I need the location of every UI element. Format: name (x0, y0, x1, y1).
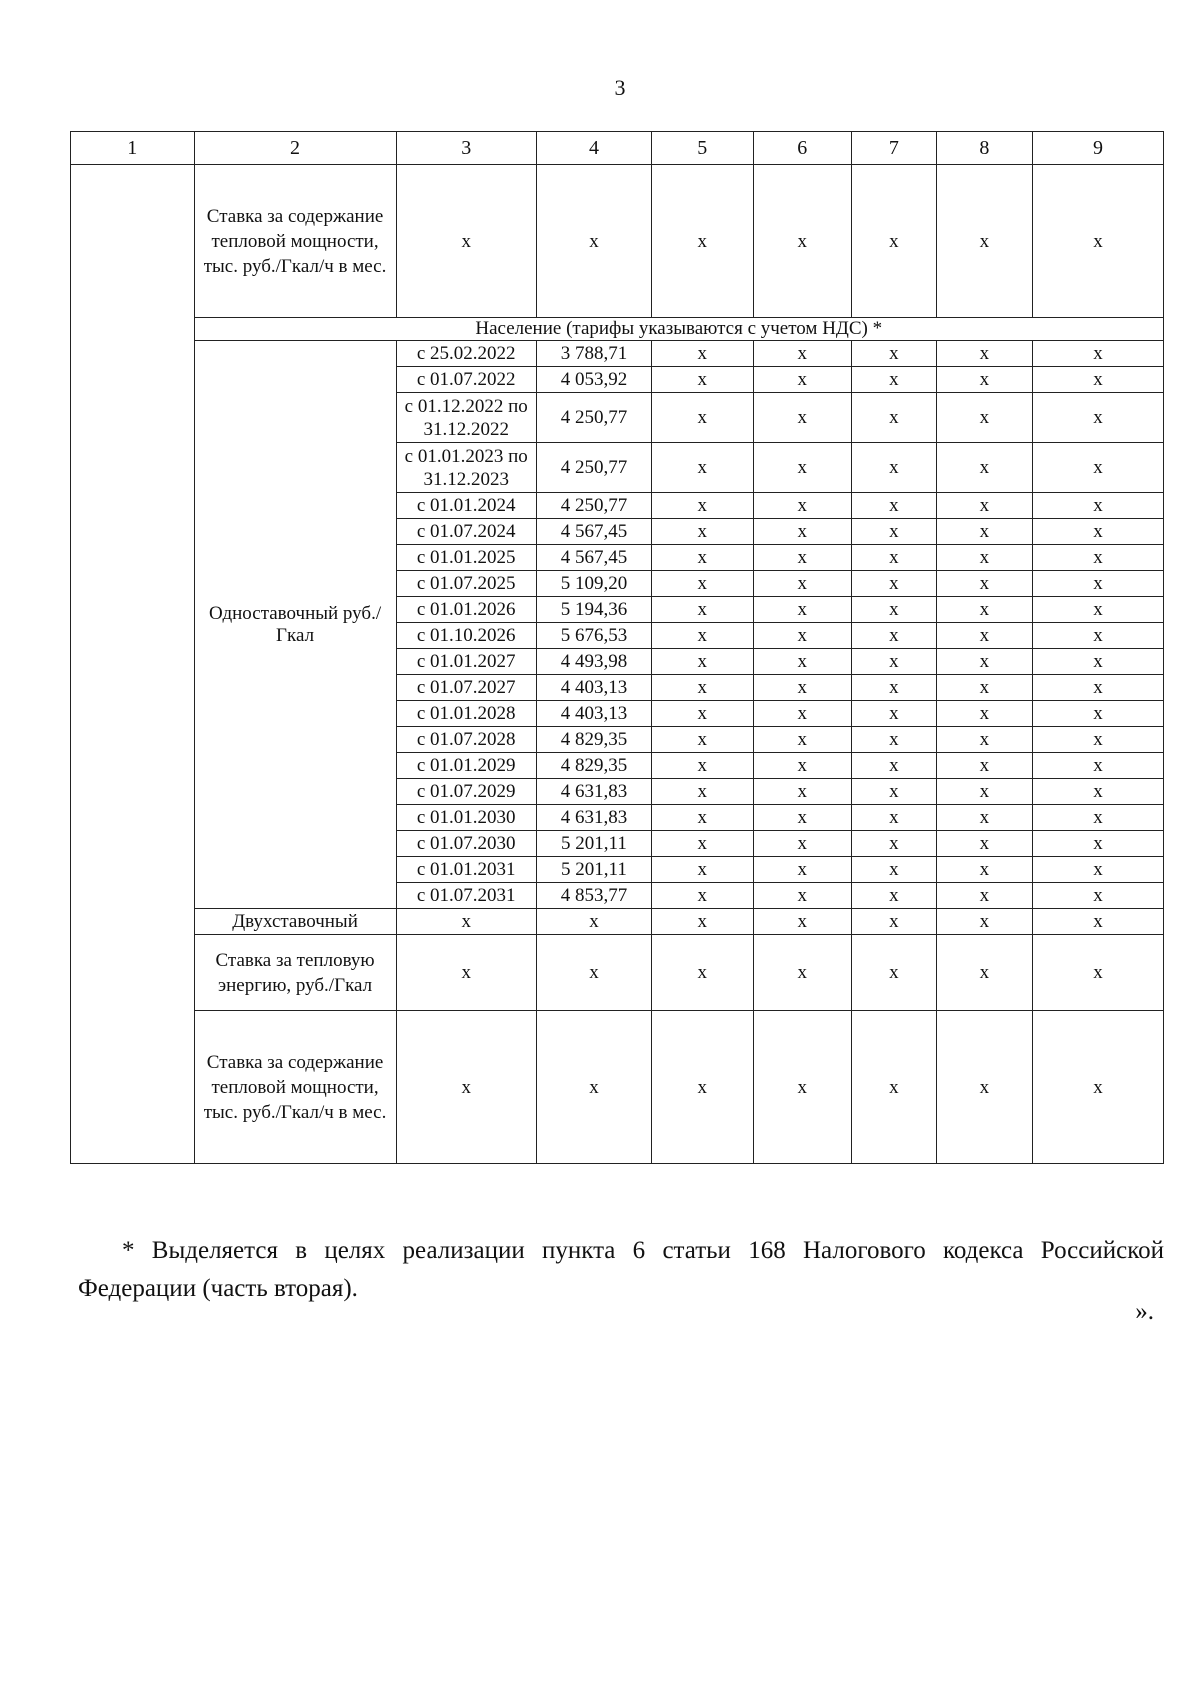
header-cell: 6 (753, 132, 851, 165)
x-cell: х (652, 753, 754, 779)
x-cell: х (936, 701, 1032, 727)
x-cell: х (652, 727, 754, 753)
x-cell: х (936, 857, 1032, 883)
tariff-value-cell: 5 676,53 (536, 623, 651, 649)
row-label: Ставка за содержание тепловой мощности, тыс. руб./Гкал/ч в мес. (194, 1011, 396, 1164)
date-cell: с 01.12.2022 по 31.12.2022 (396, 393, 536, 443)
row-label: Двухставочный (194, 909, 396, 935)
x-cell: х (851, 393, 936, 443)
x-cell: х (851, 493, 936, 519)
x-cell: х (652, 623, 754, 649)
date-cell: с 01.07.2022 (396, 367, 536, 393)
x-cell: х (753, 779, 851, 805)
x-cell: х (753, 1011, 851, 1164)
x-cell: х (753, 883, 851, 909)
x-cell: х (1033, 883, 1164, 909)
x-cell: х (1033, 545, 1164, 571)
x-cell: х (753, 909, 851, 935)
x-cell: х (1033, 909, 1164, 935)
closing-quote-mark: ». (1135, 1298, 1154, 1325)
x-cell: х (936, 367, 1032, 393)
tariff-value-cell: 3 788,71 (536, 341, 651, 367)
x-cell: х (1033, 367, 1164, 393)
x-cell: х (652, 883, 754, 909)
x-cell: х (652, 935, 754, 1011)
x-cell: х (652, 443, 754, 493)
date-cell: с 01.07.2025 (396, 571, 536, 597)
header-cell: 5 (652, 132, 754, 165)
x-cell: х (851, 831, 936, 857)
x-cell: х (652, 831, 754, 857)
x-cell: х (536, 909, 651, 935)
date-cell: с 01.07.2028 (396, 727, 536, 753)
section-title: Население (тарифы указываются с учетом НДС) * (194, 318, 1163, 341)
header-cell: 7 (851, 132, 936, 165)
tariff-value-cell: 4 493,98 (536, 649, 651, 675)
date-cell: с 01.07.2030 (396, 831, 536, 857)
date-cell: с 01.07.2029 (396, 779, 536, 805)
x-cell: х (1033, 165, 1164, 318)
x-cell: х (753, 649, 851, 675)
x-cell: х (936, 649, 1032, 675)
tariff-value-cell: 4 053,92 (536, 367, 651, 393)
x-cell: х (652, 649, 754, 675)
col1-empty-cell (71, 165, 195, 1164)
x-cell: х (1033, 571, 1164, 597)
x-cell: х (1033, 831, 1164, 857)
top-capacity-row (71, 165, 1164, 318)
x-cell: х (936, 935, 1032, 1011)
x-cell: х (936, 753, 1032, 779)
date-cell: с 01.01.2024 (396, 493, 536, 519)
x-cell: х (652, 805, 754, 831)
x-cell: х (851, 443, 936, 493)
page-number: 3 (614, 75, 626, 100)
x-cell: х (936, 571, 1032, 597)
header-cell: 9 (1033, 132, 1164, 165)
tariff-value-cell: 4 631,83 (536, 805, 651, 831)
x-cell: х (652, 1011, 754, 1164)
tariff-value-cell: 4 403,13 (536, 675, 651, 701)
x-cell: х (753, 831, 851, 857)
row-label: Ставка за содержание тепловой мощности, тыс. руб./Гкал/ч в мес. (194, 165, 396, 318)
tariff-value-cell: 4 631,83 (536, 779, 651, 805)
x-cell: х (1033, 805, 1164, 831)
x-cell: х (753, 493, 851, 519)
x-cell: х (753, 519, 851, 545)
x-cell: х (936, 779, 1032, 805)
x-cell: х (1033, 675, 1164, 701)
x-cell: х (936, 393, 1032, 443)
single-rate-row (71, 341, 1164, 367)
x-cell: х (936, 623, 1032, 649)
x-cell: х (851, 519, 936, 545)
x-cell: х (652, 367, 754, 393)
x-cell: х (753, 443, 851, 493)
energy-rate-row (71, 935, 1164, 1011)
x-cell: х (652, 545, 754, 571)
x-cell: х (652, 857, 754, 883)
x-cell: х (753, 701, 851, 727)
x-cell: х (851, 367, 936, 393)
x-cell: х (1033, 1011, 1164, 1164)
x-cell: х (1033, 493, 1164, 519)
x-cell: х (652, 341, 754, 367)
x-cell: х (652, 597, 754, 623)
x-cell: х (1033, 519, 1164, 545)
date-cell: с 01.07.2027 (396, 675, 536, 701)
x-cell: х (652, 519, 754, 545)
x-cell: х (753, 935, 851, 1011)
x-cell: х (936, 805, 1032, 831)
x-cell: х (652, 393, 754, 443)
section-title-row (71, 318, 1164, 341)
x-cell: х (936, 727, 1032, 753)
x-cell: х (851, 675, 936, 701)
x-cell: х (652, 675, 754, 701)
x-cell: х (851, 623, 936, 649)
x-cell: х (936, 519, 1032, 545)
x-cell: х (753, 805, 851, 831)
x-cell: х (851, 909, 936, 935)
date-cell: с 01.01.2027 (396, 649, 536, 675)
x-cell: х (536, 165, 651, 318)
x-cell: х (851, 341, 936, 367)
x-cell: х (851, 571, 936, 597)
x-cell: х (753, 623, 851, 649)
row-label: Ставка за тепловую энергию, руб./Гкал (194, 935, 396, 1011)
date-cell: с 01.01.2025 (396, 545, 536, 571)
x-cell: х (753, 753, 851, 779)
date-cell: с 01.07.2031 (396, 883, 536, 909)
tariff-value-cell: 4 829,35 (536, 727, 651, 753)
x-cell: х (851, 701, 936, 727)
header-cell: 2 (194, 132, 396, 165)
x-cell: х (1033, 393, 1164, 443)
x-cell: х (396, 165, 536, 318)
date-cell: с 01.01.2023 по 31.12.2023 (396, 443, 536, 493)
tariff-value-cell: 4 853,77 (536, 883, 651, 909)
x-cell: х (936, 883, 1032, 909)
tariff-value-cell: 4 829,35 (536, 753, 651, 779)
two-rate-row (71, 909, 1164, 935)
date-cell: с 01.01.2028 (396, 701, 536, 727)
x-cell: х (753, 341, 851, 367)
date-cell: с 01.01.2029 (396, 753, 536, 779)
tariff-table (70, 131, 1164, 1164)
date-cell: с 01.01.2026 (396, 597, 536, 623)
x-cell: х (851, 165, 936, 318)
x-cell: х (753, 675, 851, 701)
date-cell: с 01.01.2031 (396, 857, 536, 883)
x-cell: х (1033, 857, 1164, 883)
tariff-value-cell: 5 194,36 (536, 597, 651, 623)
tariff-value-cell: 5 201,11 (536, 831, 651, 857)
date-cell: с 01.07.2024 (396, 519, 536, 545)
x-cell: х (851, 649, 936, 675)
x-cell: х (851, 597, 936, 623)
x-cell: х (936, 165, 1032, 318)
x-cell: х (936, 545, 1032, 571)
x-cell: х (851, 753, 936, 779)
x-cell: х (753, 727, 851, 753)
x-cell: х (753, 545, 851, 571)
x-cell: х (851, 545, 936, 571)
tariff-value-cell: 4 250,77 (536, 493, 651, 519)
tariff-value-cell: 4 250,77 (536, 393, 651, 443)
header-cell: 3 (396, 132, 536, 165)
x-cell: х (1033, 779, 1164, 805)
x-cell: х (851, 883, 936, 909)
x-cell: х (851, 935, 936, 1011)
tariff-value-cell: 5 109,20 (536, 571, 651, 597)
x-cell: х (396, 1011, 536, 1164)
header-cell: 4 (536, 132, 651, 165)
header-cell: 1 (71, 132, 195, 165)
x-cell: х (396, 935, 536, 1011)
x-cell: х (396, 909, 536, 935)
tariff-value-cell: 4 567,45 (536, 519, 651, 545)
x-cell: х (753, 597, 851, 623)
x-cell: х (851, 857, 936, 883)
x-cell: х (753, 367, 851, 393)
x-cell: х (652, 493, 754, 519)
x-cell: х (936, 831, 1032, 857)
x-cell: х (652, 779, 754, 805)
x-cell: х (536, 1011, 651, 1164)
x-cell: х (1033, 727, 1164, 753)
x-cell: х (652, 165, 754, 318)
x-cell: х (851, 727, 936, 753)
x-cell: х (851, 1011, 936, 1164)
x-cell: х (753, 393, 851, 443)
x-cell: х (936, 909, 1032, 935)
header-row (71, 132, 1164, 165)
capacity-rate-row (71, 1011, 1164, 1164)
x-cell: х (936, 597, 1032, 623)
x-cell: х (1033, 443, 1164, 493)
single-rate-label: Одноставочный руб./Гкал (194, 341, 396, 909)
date-cell: с 25.02.2022 (396, 341, 536, 367)
tariff-value-cell: 5 201,11 (536, 857, 651, 883)
x-cell: х (753, 165, 851, 318)
x-cell: х (536, 935, 651, 1011)
footnote: * Выделяется в целях реализации пункта 6 статьи 168 Налогового кодекса Российской Федерации (часть вторая). (78, 1237, 1164, 1302)
x-cell: х (936, 493, 1032, 519)
x-cell: х (652, 909, 754, 935)
date-cell: с 01.01.2030 (396, 805, 536, 831)
x-cell: х (936, 443, 1032, 493)
x-cell: х (936, 675, 1032, 701)
x-cell: х (851, 779, 936, 805)
x-cell: х (1033, 701, 1164, 727)
x-cell: х (1033, 753, 1164, 779)
x-cell: х (1033, 623, 1164, 649)
x-cell: х (652, 701, 754, 727)
tariff-value-cell: 4 403,13 (536, 701, 651, 727)
x-cell: х (936, 341, 1032, 367)
date-cell: с 01.10.2026 (396, 623, 536, 649)
x-cell: х (851, 805, 936, 831)
x-cell: х (1033, 935, 1164, 1011)
x-cell: х (753, 571, 851, 597)
header-cell: 8 (936, 132, 1032, 165)
tariff-value-cell: 4 567,45 (536, 545, 651, 571)
x-cell: х (936, 1011, 1032, 1164)
x-cell: х (1033, 597, 1164, 623)
tariff-table-body (71, 132, 1164, 1164)
tariff-value-cell: 4 250,77 (536, 443, 651, 493)
x-cell: х (1033, 341, 1164, 367)
x-cell: х (652, 571, 754, 597)
x-cell: х (1033, 649, 1164, 675)
x-cell: х (753, 857, 851, 883)
